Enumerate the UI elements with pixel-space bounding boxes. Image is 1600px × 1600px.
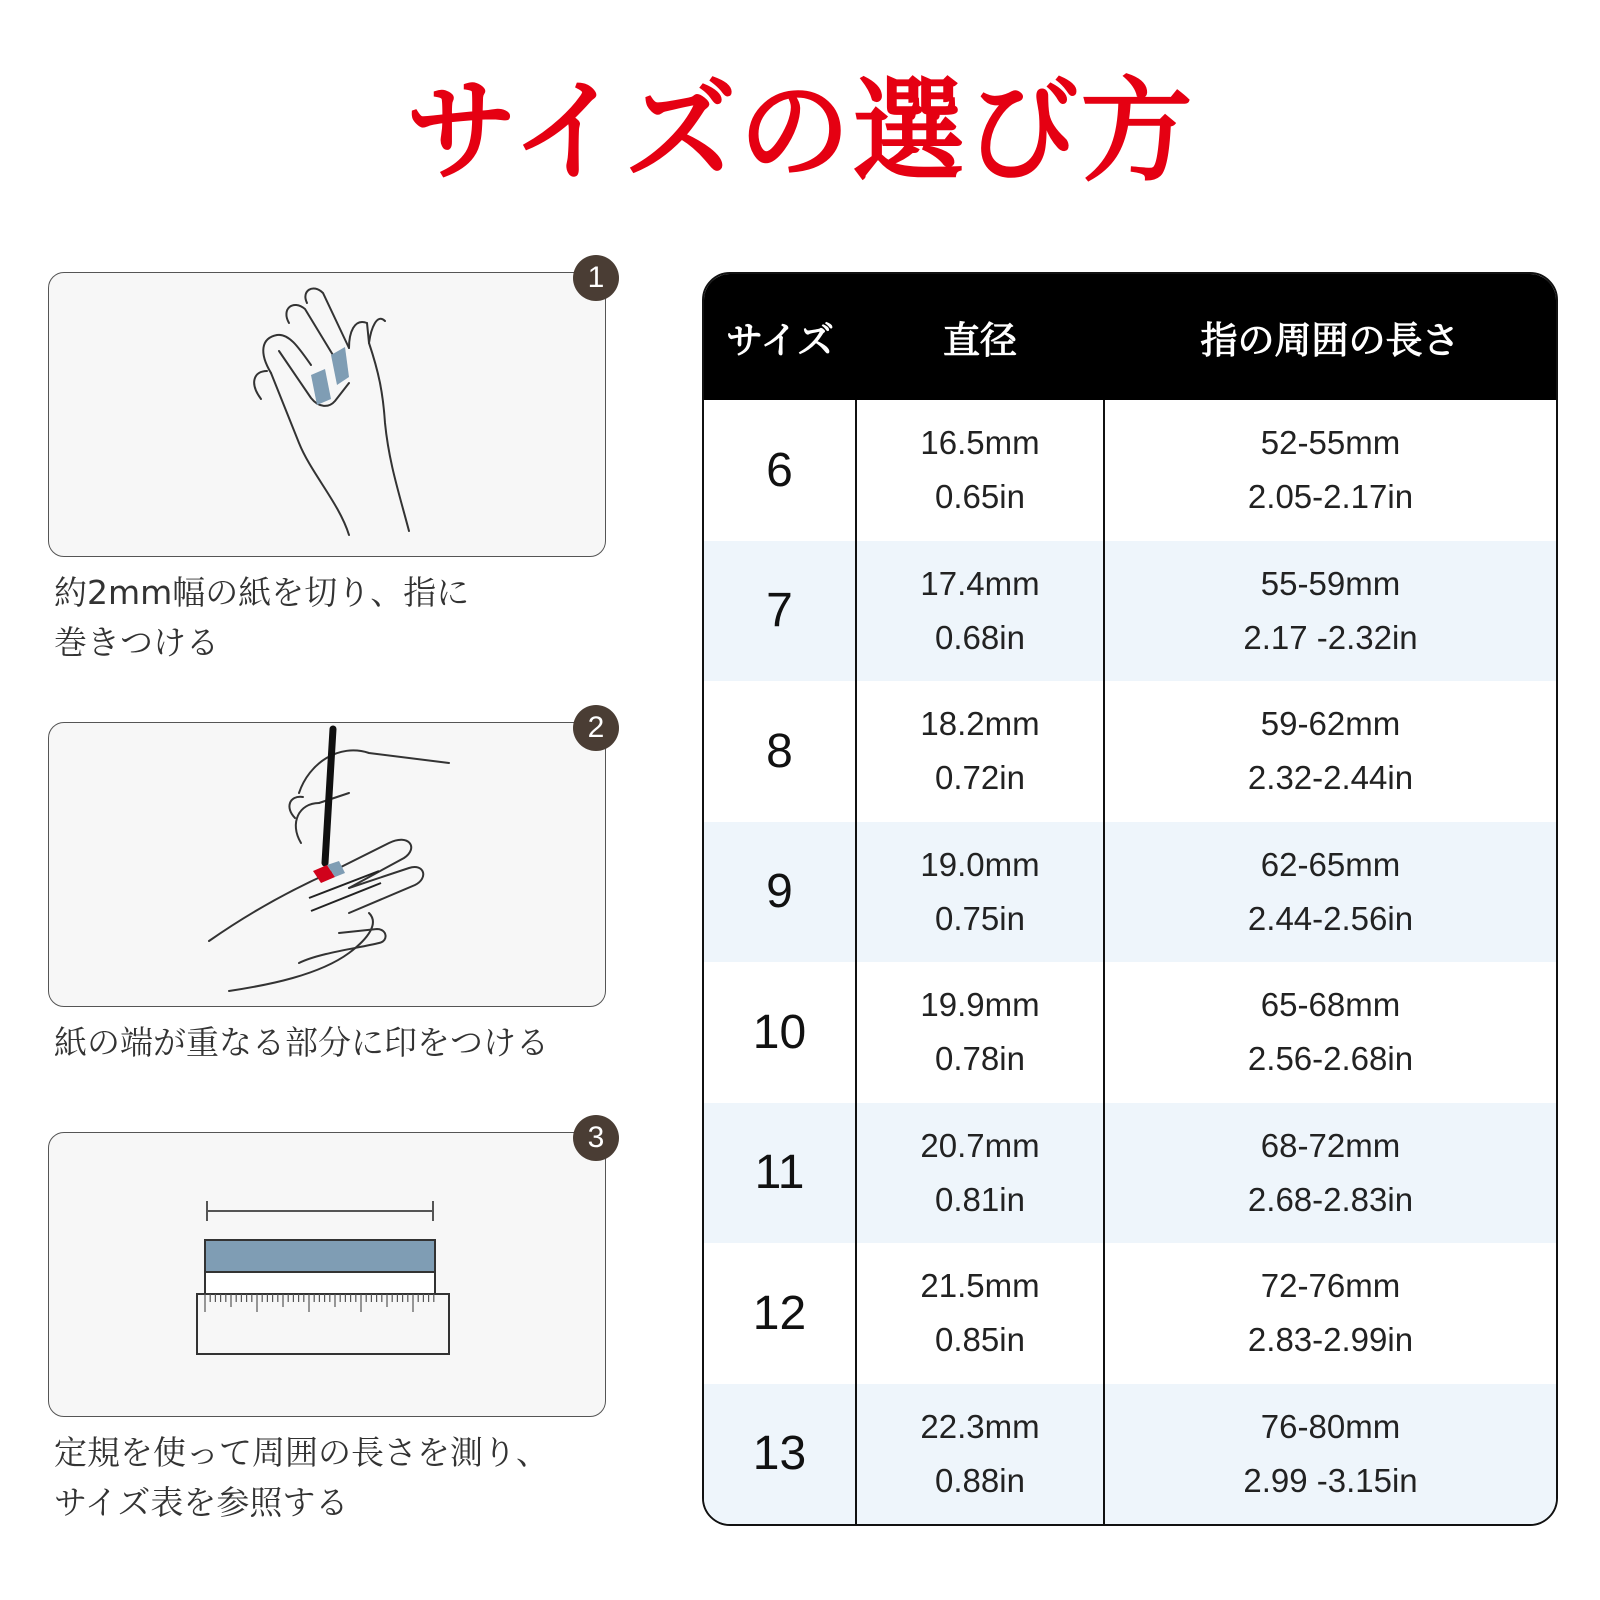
table-row	[704, 1103, 1556, 1244]
size-table	[702, 272, 1558, 1526]
diameter-in: 0.78in	[935, 1040, 1025, 1078]
header-diameter: 直径	[856, 274, 1104, 400]
ruler-icon	[197, 1294, 449, 1354]
diameter-mm: 20.7mm	[920, 1126, 1040, 1164]
circumference-cell	[1104, 962, 1556, 1103]
step-number-badge: 2	[573, 705, 619, 751]
circumference-mm: 55-59mm	[1260, 564, 1401, 602]
circumference-in: 2.32-2.44in	[1247, 759, 1414, 797]
diameter-cell	[856, 962, 1104, 1103]
circumference-mm: 65-68mm	[1260, 986, 1401, 1024]
circumference-in: 2.05-2.17in	[1247, 478, 1414, 516]
size-value: 13	[704, 1384, 856, 1525]
diameter-mm: 17.4mm	[920, 564, 1040, 602]
circumference-mm: 62-65mm	[1260, 845, 1401, 883]
circumference-mm: 52-55mm	[1260, 424, 1401, 462]
diameter-in: 0.72in	[935, 759, 1025, 797]
circumference-in: 2.44-2.56in	[1247, 899, 1414, 937]
diameter-mm: 21.5mm	[920, 1267, 1040, 1305]
circumference-in: 2.83-2.99in	[1247, 1321, 1414, 1359]
table-row	[704, 681, 1556, 822]
diameter-mm: 16.5mm	[920, 424, 1040, 462]
step-3-illustration	[48, 1121, 606, 1417]
circumference-cell	[1104, 1103, 1556, 1244]
circumference-cell	[1104, 1243, 1556, 1384]
diameter-cell	[856, 1243, 1104, 1384]
step-2-illustration	[48, 711, 606, 1007]
diameter-in: 0.65in	[935, 478, 1025, 516]
step-2-caption: 紙の端が重なる部分に印をつける	[54, 1023, 549, 1062]
size-value: 6	[704, 400, 856, 541]
size-value: 11	[704, 1103, 856, 1244]
step-number-badge: 3	[573, 1115, 619, 1161]
table-row	[704, 1243, 1556, 1384]
circumference-cell	[1104, 1384, 1556, 1525]
ruler-illustration	[49, 1133, 607, 1418]
size-value: 10	[704, 962, 856, 1103]
step-number-badge: 1	[573, 255, 619, 301]
table-row	[704, 541, 1556, 682]
circumference-mm: 72-76mm	[1260, 1267, 1401, 1305]
circumference-mm: 59-62mm	[1260, 705, 1401, 743]
circumference-mm: 68-72mm	[1260, 1126, 1401, 1164]
step-1-caption: 約2mm幅の紙を切り、指に 巻きつける	[54, 573, 470, 662]
circumference-in: 2.56-2.68in	[1247, 1040, 1414, 1078]
diameter-in: 0.81in	[935, 1180, 1025, 1218]
diameter-cell	[856, 541, 1104, 682]
diameter-mm: 22.3mm	[920, 1407, 1040, 1445]
diameter-mm: 19.9mm	[920, 986, 1040, 1024]
header-size: サイズ	[704, 274, 856, 400]
diameter-in: 0.85in	[935, 1321, 1025, 1359]
table-row	[704, 822, 1556, 963]
diameter-cell	[856, 681, 1104, 822]
step-3-caption: 定規を使って周囲の長さを測り、 サイズ表を参照する	[54, 1433, 549, 1522]
diameter-cell	[856, 1103, 1104, 1244]
diameter-cell	[856, 1384, 1104, 1525]
diameter-mm: 19.0mm	[920, 845, 1040, 883]
circumference-mm: 76-80mm	[1260, 1407, 1401, 1445]
table-row	[704, 1384, 1556, 1525]
table-row	[704, 962, 1556, 1103]
pen-icon	[325, 729, 333, 863]
size-value: 9	[704, 822, 856, 963]
page-title: サイズの選び方	[405, 67, 1195, 197]
circumference-cell	[1104, 822, 1556, 963]
circumference-cell	[1104, 400, 1556, 541]
pen-mark-illustration	[49, 723, 607, 1008]
circumference-in: 2.17 -2.32in	[1243, 618, 1418, 656]
header-circumference: 指の周囲の長さ	[1104, 274, 1556, 400]
diameter-in: 0.75in	[935, 899, 1025, 937]
size-value: 12	[704, 1243, 856, 1384]
diameter-in: 0.68in	[935, 618, 1025, 656]
hand-wrap-illustration	[49, 273, 607, 558]
step-1-illustration	[48, 261, 606, 557]
diameter-in: 0.88in	[935, 1461, 1025, 1499]
table-row	[704, 400, 1556, 541]
size-value: 7	[704, 541, 856, 682]
circumference-cell	[1104, 541, 1556, 682]
paper-strip-icon	[205, 1240, 435, 1272]
paper-strip-icon	[311, 369, 331, 405]
circumference-in: 2.68-2.83in	[1247, 1180, 1414, 1218]
diameter-mm: 18.2mm	[920, 705, 1040, 743]
diameter-cell	[856, 400, 1104, 541]
size-value: 8	[704, 681, 856, 822]
circumference-cell	[1104, 681, 1556, 822]
circumference-in: 2.99 -3.15in	[1243, 1461, 1418, 1499]
diameter-cell	[856, 822, 1104, 963]
